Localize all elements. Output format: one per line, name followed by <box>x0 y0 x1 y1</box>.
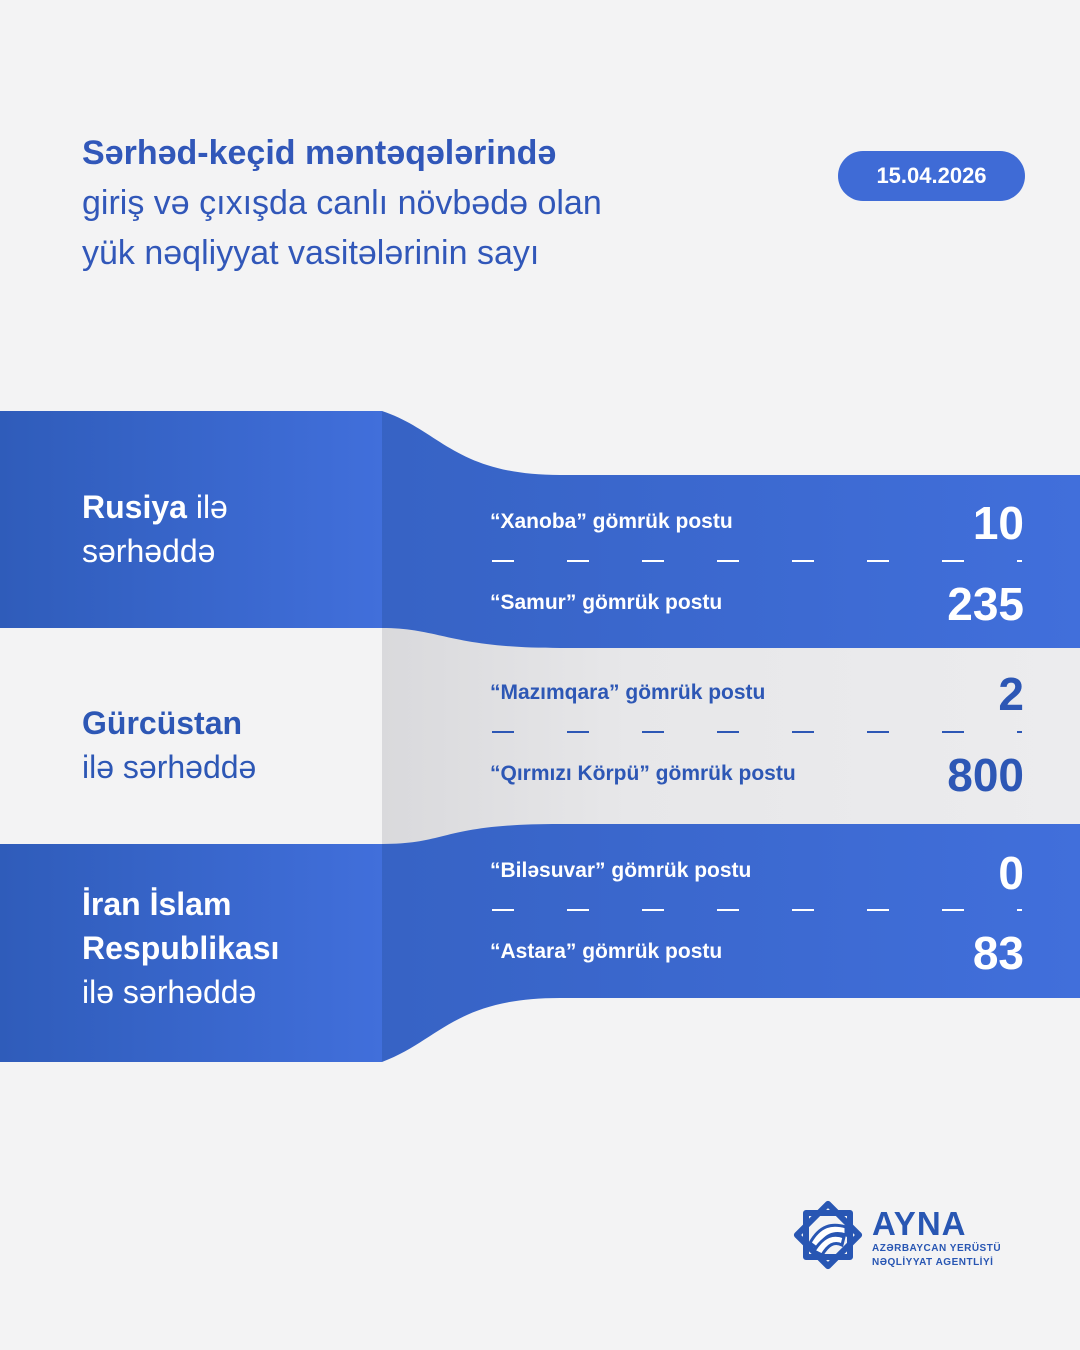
post-label: “Astara” gömrük postu <box>490 940 723 963</box>
post-label: “Mazımqara” gömrük postu <box>490 681 766 704</box>
region-georgia-line2: ilə sərhəddə <box>82 749 257 785</box>
gray-band <box>382 628 1080 844</box>
region-iran-bold-2: Respublikası <box>82 930 280 966</box>
logo-subtitle-2: NƏQLİYYAT AGENTLİYİ <box>872 1257 994 1268</box>
date-badge: 15.04.2026 <box>838 151 1025 201</box>
region-iran-line3: ilə sərhəddə <box>82 974 257 1010</box>
post-label: “Qırmızı Körpü” gömrük postu <box>490 762 796 785</box>
title-line-3: yük nəqliyyat vasitələrinin sayı <box>82 234 540 272</box>
region-georgia-bold: Gürcüstan <box>82 705 243 741</box>
divider-dashed <box>492 560 1022 562</box>
post-count: 235 <box>947 578 1024 630</box>
post-count: 10 <box>972 497 1024 549</box>
ayna-logo-text <box>872 1206 1001 1270</box>
region-georgia-label <box>82 701 256 789</box>
logo-name: AYNA <box>872 1205 967 1242</box>
ayna-emblem-icon <box>788 1195 868 1275</box>
divider-dashed <box>492 731 1022 733</box>
post-label: “Samur” gömrük postu <box>490 591 723 614</box>
divider-dashed <box>492 909 1022 911</box>
post-label: “Biləsuvar” gömrük postu <box>490 859 752 882</box>
title-line-1: Sərhəd-keçid məntəqələrində <box>82 134 557 172</box>
title-line-2: giriş və çıxışda canlı növbədə olan <box>82 184 602 222</box>
region-russia-bold: Rusiya <box>82 489 187 525</box>
post-count: 2 <box>998 668 1024 720</box>
region-iran-bold-1: İran İslam <box>82 886 232 922</box>
logo-subtitle-1: AZƏRBAYCAN YERÜSTÜ <box>872 1243 1002 1254</box>
post-label: “Xanoba” gömrük postu <box>490 510 733 533</box>
post-count: 83 <box>972 927 1024 979</box>
region-russia-label <box>82 485 228 573</box>
region-russia-rest: ilə <box>195 489 228 525</box>
post-count: 0 <box>998 847 1024 899</box>
region-iran-label <box>82 882 279 1014</box>
post-count: 800 <box>947 749 1024 801</box>
region-russia-line2: sərhəddə <box>82 533 216 569</box>
